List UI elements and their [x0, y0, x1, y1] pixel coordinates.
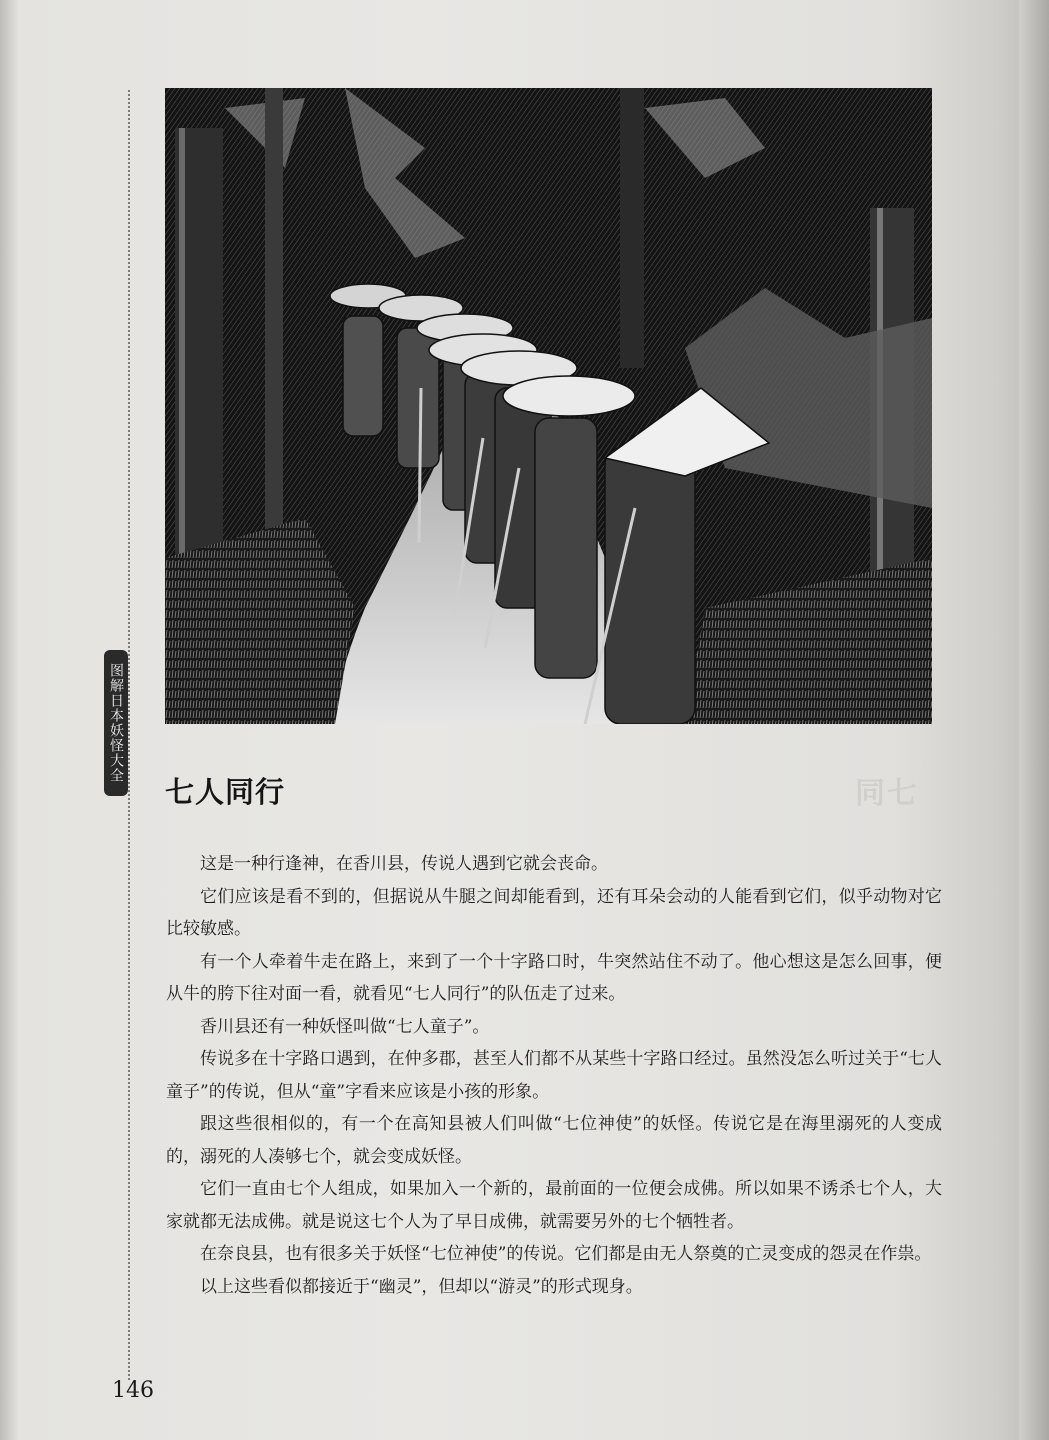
forest-procession-drawing: [165, 88, 932, 724]
article-title: 七人同行: [165, 775, 286, 809]
paragraph: 跟这些很相似的，有一个在高知县被人们叫做“七位神使”的妖怪。传说它是在海里溺死的人变成的，溺死的人凑够七个，就会变成妖怪。: [166, 1114, 942, 1167]
series-side-tab: [104, 650, 128, 796]
paragraph: 传说多在十字路口遇到，在仲多郡，甚至人们都不从某些十字路口经过。虽然没怎么听过关于“七人童子”的传说，但从“童”字看来应该是小孩的形象。: [166, 1049, 942, 1102]
dotted-margin-rule: [128, 90, 130, 1380]
page-gutter-shadow: [1019, 0, 1049, 1440]
page-number: 146: [112, 1378, 154, 1403]
paragraph: 这是一种行逢神，在香川县，传说人遇到它就会丧命。: [200, 854, 608, 874]
paragraph: 它们应该是看不到的，但据说从牛腿之间却能看到，还有耳朵会动的人能看到它们，似乎动物对它比较敏感。: [166, 886, 942, 939]
illustration-seven-travelers: [165, 88, 932, 724]
paragraph: 有一个人牵着牛走在路上，来到了一个十字路口时，牛突然站住不动了。他心想这是怎么回事，便从牛的胯下往对面一看，就看见“七人同行”的队伍走了过来。: [166, 951, 942, 1004]
paragraph: 在奈良县，也有很多关于妖怪“七位神使”的传说。它们都是由无人祭奠的亡灵变成的怨灵在作祟。: [200, 1244, 932, 1264]
paragraph: 以上这些看似都接近于“幽灵”，但却以“游灵”的形式现身。: [200, 1276, 643, 1297]
page-left-edge: [0, 0, 18, 1440]
series-tab-label: 图解日本妖怪大全: [108, 663, 124, 783]
article-body: [166, 848, 942, 1303]
bleed-through-text: 同七: [855, 776, 919, 811]
paragraph: 香川县还有一种妖怪叫做“七人童子”。: [200, 1016, 490, 1037]
paragraph: 它们一直由七个人组成，如果加入一个新的，最前面的一位便会成佛。所以如果不诱杀七个人，大家就都无法成佛。就是说这七个人为了早日成佛，就需要另外的七个牺牲者。: [166, 1179, 942, 1232]
